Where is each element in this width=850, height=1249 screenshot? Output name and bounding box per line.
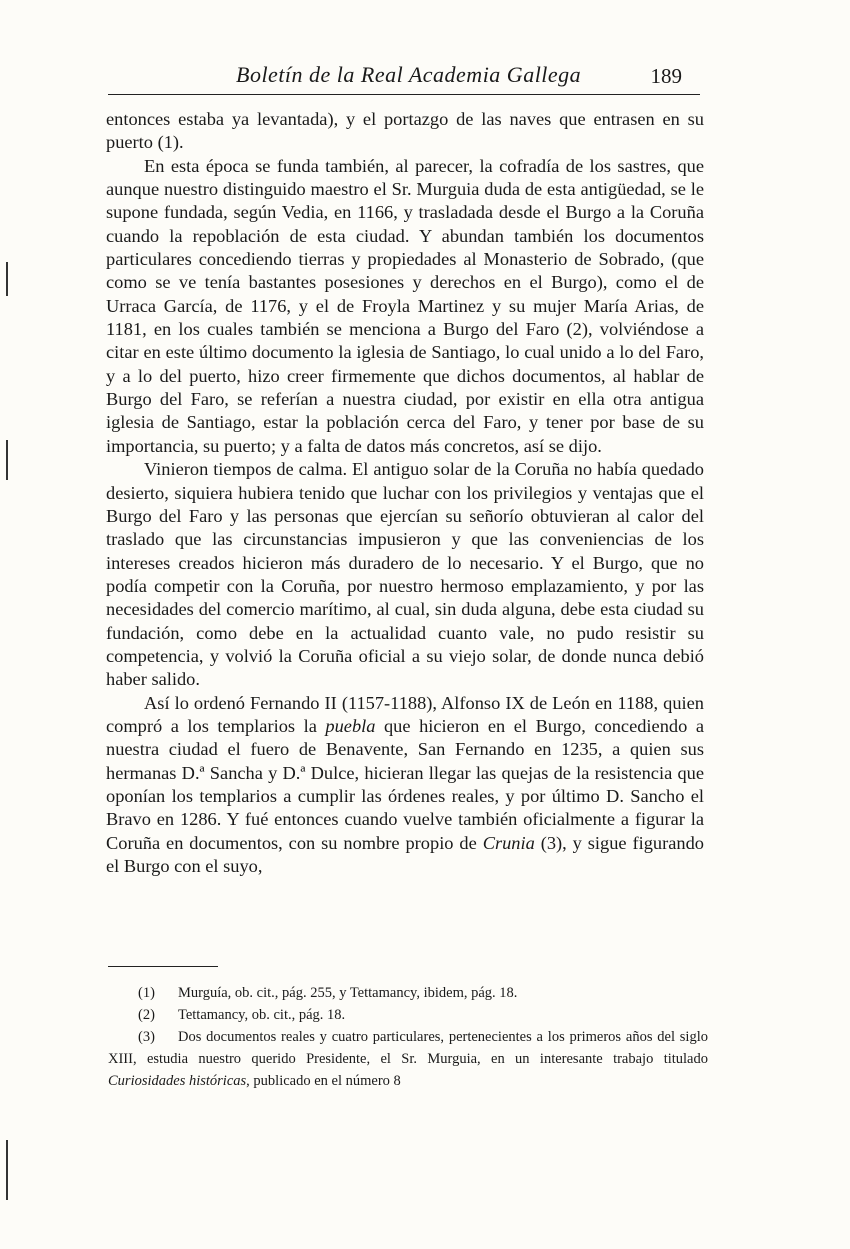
footnote-rule xyxy=(108,966,218,967)
page-number: 189 xyxy=(650,64,682,88)
running-title: Boletín de la Real Academia Gallega xyxy=(236,62,582,87)
italic-crunia: Crunia xyxy=(482,832,535,853)
footnotes xyxy=(108,982,708,1092)
footnote-3-text-a: Dos documentos reales y cuatro particulares, pertenecientes a los primeros años del siglo XIII, estudia nuestro querido Presidente, el Sr. Murguia, en un interesante trabajo titulado xyxy=(108,1029,708,1067)
paragraph-4 xyxy=(106,692,704,879)
paragraph-4-part-b: que hicieron en el Burgo, concediendo a nuestra ciudad el fuero de Benavente, San Fernando en 1235, a quien sus hermanas D.ª Sancha y D.ª Dulce, hicieran llegar las quejas de la resistencia que oponían los templarios a cumplir las órdenes reales, y por último D. Sancho el Bravo en 1286. Y fué entonces cuando vuelve también oficialmente a figurar la Coruña en documentos, con su nombre propio de xyxy=(106,715,704,853)
footnote-2-text: Tettamancy, ob. cit., pág. 18. xyxy=(178,1007,346,1023)
paragraph-2: En esta época se funda también, al parecer, la cofradía de los sastres, que aunque nuestro distinguido maestro el Sr. Murguia duda de esta antigüedad, se le supone fundada, según Vedia, en 1166, y trasladada desde el Burgo a la Coruña cuando la repoblación de esta ciudad. Y abundan también los documentos particulares concediendo tierras y propiedades al Monasterio de Sobrado, (que como se ve tenía bastantes posesiones y derechos en el Burgo), como el de Urraca García, de 1176, y el de Froyla Martinez y su mujer María Arias, de 1181, en los cuales también se menciona a Burgo del Faro (2), volviéndose a citar en este último documento la iglesia de Santiago, lo cual unido a lo del Faro, y a lo del puerto, hizo creer firmemente que dichos documentos, al hablar de Burgo del Faro, se referían a nuestra ciudad, por existir en ella otra antigua iglesia de Santiago, estar la población cerca del Faro, y tener por base de su importancia, su puerto; y a falta de datos más concretos, así se dijo. xyxy=(106,155,704,456)
scan-edge-mark xyxy=(6,440,8,480)
footnote-2 xyxy=(108,1004,708,1026)
paragraph-4-part-c: (3), y sigue figurando el Burgo con el suyo, xyxy=(106,832,704,876)
scan-edge-mark xyxy=(6,262,8,296)
footnote-3 xyxy=(108,1026,708,1092)
scan-edge-mark xyxy=(6,1140,8,1200)
footnote-3-text-b: , publicado en el número 8 xyxy=(246,1073,401,1089)
paragraph-4-part-a: Así lo ordenó Fernando II (1157-1188), Alfonso IX de León en 1188, quien compró a los templarios la xyxy=(106,692,704,736)
footnote-1 xyxy=(108,982,708,1004)
paragraph-1: entonces estaba ya levantada), y el portazgo de las naves que entrasen en su puerto (1). xyxy=(106,109,704,153)
footnote-3-number: (3) xyxy=(138,1029,155,1045)
footnote-1-number: (1) xyxy=(138,985,155,1001)
footnote-1-text: Murguía, ob. cit., pág. 255, y Tettamancy, ibidem, pág. 18. xyxy=(178,985,518,1001)
body-text xyxy=(106,108,704,878)
footnote-3-title: Curiosidades históricas xyxy=(108,1073,247,1089)
italic-puebla: puebla xyxy=(325,715,376,736)
page-header xyxy=(108,58,700,95)
footnote-2-number: (2) xyxy=(138,1007,155,1023)
paragraph-3: Vinieron tiempos de calma. El antiguo solar de la Coruña no había quedado desierto, siquiera hubiera tenido que luchar con los privilegios y ventajas que el Burgo del Faro y las personas que ejercían su señorío obtuvieran al calor del traslado que las circunstancias impusieron y que las conveniencias de los intereses creados hicieron más duradero de lo necesario. Y el Burgo, que no podía competir con la Coruña, por nuestro hermoso emplazamiento, y por las necesidades del comercio marítimo, al cual, sin duda alguna, debe esta ciudad su fundación, como debe en la actualidad cuanto vale, no pudo resistir su competencia, y volvió la Coruña oficial a su viejo solar, de donde nunca debió haber salido. xyxy=(106,459,704,690)
